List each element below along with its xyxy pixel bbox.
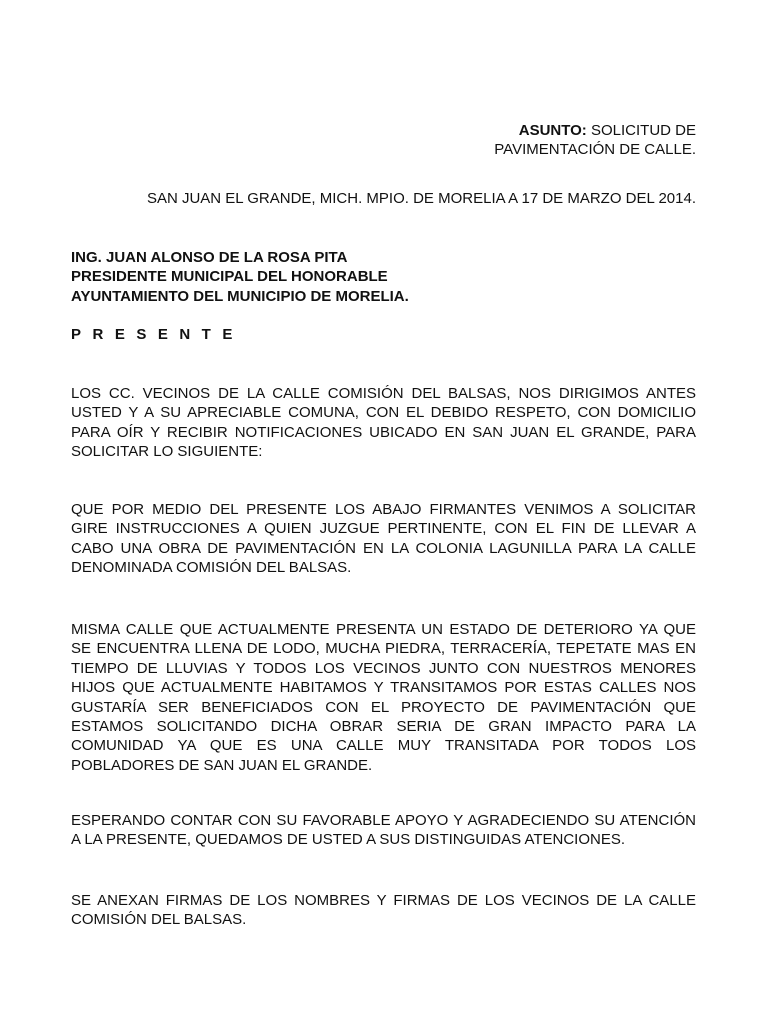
recipient-title-1: PRESIDENTE MUNICIPAL DEL HONORABLE [71,268,388,286]
paragraph-request: QUE POR MEDIO DEL PRESENTE LOS ABAJO FIRMANTES VENIMOS A SOLICITAR GIRE INSTRUCCIONES A QUIEN JUZGUE PERTINENTE, CON EL FIN DE LLEVAR A CABO UNA OBRA DE PAVIMENTACIÓN EN LA COLONIA LAGUNILLA PARA LA CALLE DENOMINADA COMISIÓN DEL BALSAS. [71,501,696,577]
paragraph-justification: MISMA CALLE QUE ACTUALMENTE PRESENTA UN ESTADO DE DETERIORO YA QUE SE ENCUENTRA LLENA DE LODO, MUCHA PIEDRA, TERRACERÍA, TEPETATE MAS EN TIEMPO DE LLUVIAS Y TODOS LOS VECINOS JUNTO CON NUESTROS MENORES HIJOS QUE ACTUALMENTE HABITAMOS Y TRANSITAMOS POR ESTAS CALLES NOS GUSTARÍA SER BENEFICIADOS CON EL PROYECTO DE PAVIMENTACIÓN QUE ESTAMOS SOLICITANDO DICHA OBRAR SERIA DE GRAN IMPACTO PARA LA COMUNIDAD YA QUE ES UNA CALLE MUY TRANSITADA POR TODOS LOS POBLADORES DE SAN JUAN EL GRANDE. [71,621,696,774]
paragraph-closing: ESPERANDO CONTAR CON SU FAVORABLE APOYO Y AGRADECIENDO SU ATENCIÓN A LA PRESENTE, QUEDAMOS DE USTED A SUS DISTINGUIDAS ATENCIONES. [71,812,696,849]
subject-line-2: PAVIMENTACIÓN DE CALLE. [494,141,696,159]
subject-line-1: SOLICITUD DE [590,122,696,139]
subject-label: ASUNTO: [518,122,587,139]
paragraph-intro: LOS CC. VECINOS DE LA CALLE COMISIÓN DEL BALSAS, NOS DIRIGIMOS ANTES USTED Y A SU APRECIABLE COMUNA, CON EL DEBIDO RESPETO, CON DOMICILIO PARA OÍR Y RECIBIR NOTIFICACIONES UBICADO EN SAN JUAN EL GRANDE, PARA SOLICITAR LO SIGUIENTE: [71,385,696,461]
recipient-block [71,248,696,306]
place-date: SAN JUAN EL GRANDE, MICH. MPIO. DE MORELIA A 17 DE MARZO DEL 2014. [146,190,696,207]
presente-heading: PRESENTE [71,326,244,343]
recipient-title-2: AYUNTAMIENTO DEL MUNICIPIO DE MORELIA. [71,287,409,305]
paragraph-annex: SE ANEXAN FIRMAS DE LOS NOMBRES Y FIRMAS DE LOS VECINOS DE LA CALLE COMISIÓN DEL BALSAS. [71,892,696,929]
subject-block [494,121,696,160]
recipient-name: ING. JUAN ALONSO DE LA ROSA PITA [71,249,348,266]
